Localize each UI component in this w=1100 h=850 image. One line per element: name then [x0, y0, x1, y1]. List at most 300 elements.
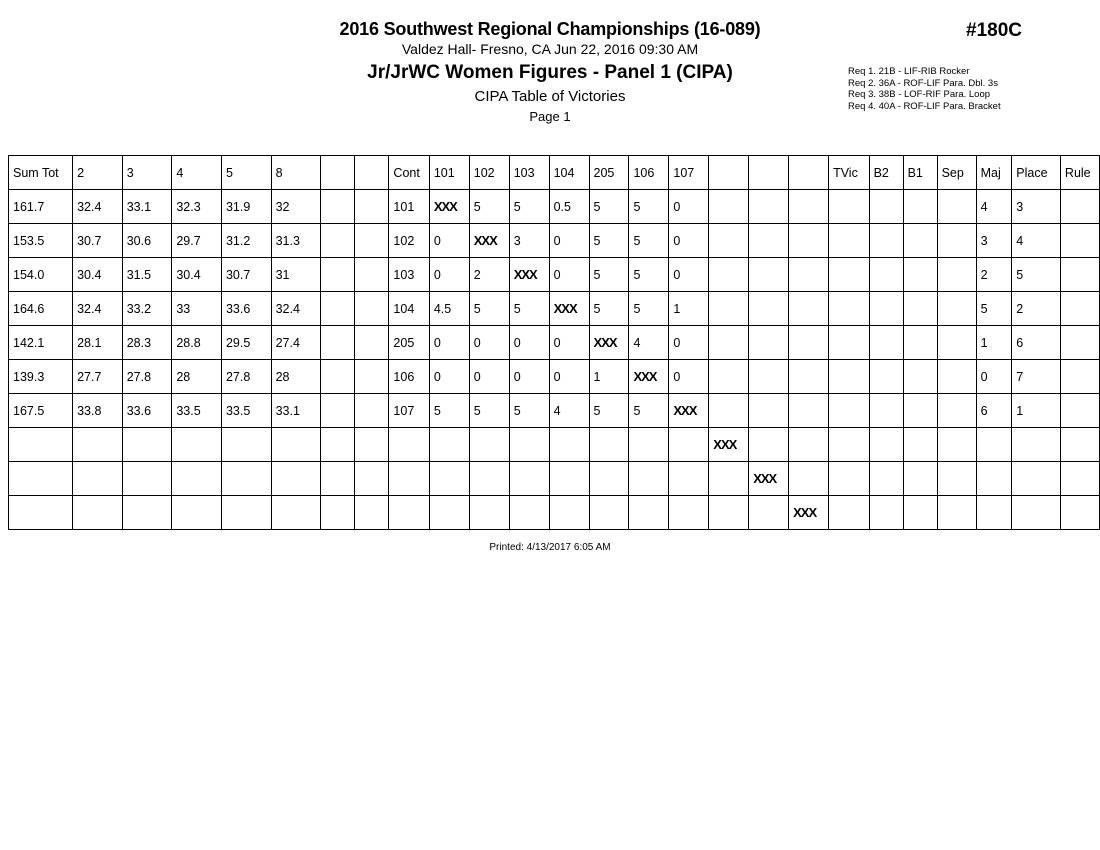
cell-spacer [355, 394, 389, 428]
printed-timestamp: Printed: 4/13/2017 6:05 AM [489, 542, 611, 553]
cell-rule [1060, 496, 1099, 530]
cell-contestant-number: 205 [389, 326, 429, 360]
cell-figure-score-3: 33 [172, 292, 222, 326]
cell-blank-3 [789, 462, 829, 496]
self-match-marker: XXX [553, 301, 577, 316]
cell-figure-score-4 [221, 428, 271, 462]
cell-place [1012, 462, 1061, 496]
cell-figure-score-3: 30.4 [172, 258, 222, 292]
table-of-victories [8, 155, 1100, 530]
cell-majority [976, 462, 1012, 496]
table-row [9, 496, 1100, 530]
cell-b1 [903, 360, 937, 394]
cell-spacer [321, 496, 355, 530]
cell-victory-score-2: 0 [469, 326, 509, 360]
cell-victory-score-5: 5 [589, 394, 629, 428]
cell-b2 [869, 360, 903, 394]
cell-figure-score-2: 31.5 [122, 258, 172, 292]
cell-blank-2 [749, 326, 789, 360]
table-body [9, 190, 1100, 530]
cell-blank-2 [749, 394, 789, 428]
cell-figure-score-5: 27.4 [271, 326, 321, 360]
cell-figure-score-2 [122, 496, 172, 530]
cell-figure-score-5: 31.3 [271, 224, 321, 258]
cell-b2 [869, 258, 903, 292]
cell-majority [976, 496, 1012, 530]
cell-blank-1 [709, 326, 749, 360]
cell-blank-3 [789, 496, 829, 530]
cell-sep [937, 394, 976, 428]
column-header-figure-3: 3 [122, 156, 172, 190]
cell-spacer [355, 258, 389, 292]
cell-contestant-number [389, 496, 429, 530]
self-match-marker: XXX [593, 335, 617, 350]
cell-blank-3 [789, 360, 829, 394]
cell-sep [937, 496, 976, 530]
cell-spacer [355, 462, 389, 496]
cell-rule [1060, 394, 1099, 428]
cell-sum-total: 167.5 [9, 394, 73, 428]
cell-blank-1 [709, 428, 749, 462]
cell-victory-score-3: 5 [509, 190, 549, 224]
cell-victory-score-2 [469, 462, 509, 496]
cell-blank-1 [709, 258, 749, 292]
cell-victory-score-6 [629, 496, 669, 530]
cell-tvic [829, 360, 870, 394]
column-header-spacer [355, 156, 389, 190]
cell-sep [937, 292, 976, 326]
cell-figure-score-5 [271, 428, 321, 462]
cell-victory-score-1: 0 [429, 360, 469, 394]
cell-tvic [829, 496, 870, 530]
table-header-row [9, 156, 1100, 190]
cell-sep [937, 224, 976, 258]
column-header-figure-8: 8 [271, 156, 321, 190]
column-header-figure-4: 4 [172, 156, 222, 190]
cell-victory-score-6: 5 [629, 258, 669, 292]
cell-victory-score-6: 5 [629, 190, 669, 224]
cell-victory-score-4 [549, 496, 589, 530]
cell-figure-score-1 [73, 428, 123, 462]
cell-spacer [321, 394, 355, 428]
cell-spacer [321, 360, 355, 394]
cell-figure-score-3 [172, 428, 222, 462]
cell-tvic [829, 224, 870, 258]
cell-victory-score-4: 0 [549, 258, 589, 292]
cell-spacer [321, 224, 355, 258]
cell-contestant-number: 101 [389, 190, 429, 224]
cell-tvic [829, 326, 870, 360]
cell-blank-1 [709, 462, 749, 496]
cell-place: 7 [1012, 360, 1061, 394]
cell-figure-score-4: 29.5 [221, 326, 271, 360]
cell-sum-total [9, 496, 73, 530]
cell-figure-score-4: 27.8 [221, 360, 271, 394]
cell-blank-3 [789, 394, 829, 428]
column-header-maj: Maj [976, 156, 1012, 190]
cell-victory-score-7: 0 [669, 258, 709, 292]
cell-victory-score-4 [549, 292, 589, 326]
cell-b1 [903, 326, 937, 360]
cell-victory-score-6: 5 [629, 394, 669, 428]
cell-blank-1 [709, 190, 749, 224]
cell-victory-score-1 [429, 496, 469, 530]
column-header-b1: B1 [903, 156, 937, 190]
cell-place [1012, 496, 1061, 530]
cell-figure-score-5: 32 [271, 190, 321, 224]
cell-sum-total: 142.1 [9, 326, 73, 360]
cell-place: 2 [1012, 292, 1061, 326]
column-header-figure-5: 5 [221, 156, 271, 190]
cell-blank-3 [789, 190, 829, 224]
cell-blank-1 [709, 496, 749, 530]
cell-figure-score-2: 33.6 [122, 394, 172, 428]
column-header-rule: Rule [1060, 156, 1099, 190]
cell-figure-score-2: 33.1 [122, 190, 172, 224]
cell-figure-score-3: 28.8 [172, 326, 222, 360]
cell-spacer [321, 258, 355, 292]
cell-victory-score-6 [629, 462, 669, 496]
cell-b2 [869, 326, 903, 360]
cell-victory-score-2 [469, 496, 509, 530]
cell-b2 [869, 428, 903, 462]
cell-place: 4 [1012, 224, 1061, 258]
cell-contestant-number [389, 462, 429, 496]
cell-spacer [321, 428, 355, 462]
cell-figure-score-5 [271, 462, 321, 496]
cell-victory-score-2 [469, 428, 509, 462]
cell-spacer [355, 496, 389, 530]
cell-blank-2 [749, 292, 789, 326]
cell-rule [1060, 224, 1099, 258]
requirement-item: Req 3. 38B - LOF-RIF Para. Loop [848, 89, 991, 100]
column-header-opponent-104: 104 [549, 156, 589, 190]
cell-rule [1060, 292, 1099, 326]
cell-victory-score-4: 0.5 [549, 190, 589, 224]
cell-tvic [829, 292, 870, 326]
cell-figure-score-1: 33.8 [73, 394, 123, 428]
self-match-marker: XXX [673, 403, 697, 418]
cell-sep [937, 190, 976, 224]
cell-victory-score-7: 1 [669, 292, 709, 326]
column-header-cont: Cont [389, 156, 429, 190]
cell-figure-score-1 [73, 496, 123, 530]
column-header-spacer [321, 156, 355, 190]
cell-figure-score-1: 32.4 [73, 292, 123, 326]
cell-blank-3 [789, 428, 829, 462]
cell-victory-score-2: 2 [469, 258, 509, 292]
cell-victory-score-4 [549, 428, 589, 462]
cell-blank-3 [789, 292, 829, 326]
panel-code: #180C [966, 20, 1022, 41]
cell-victory-score-5: 5 [589, 224, 629, 258]
table-row [9, 190, 1100, 224]
cell-sep [937, 428, 976, 462]
cell-spacer [355, 428, 389, 462]
cell-place: 6 [1012, 326, 1061, 360]
requirement-item: Req 1. 21B - LIF-RIB Rocker [848, 66, 970, 77]
column-header-sum-tot: Sum Tot [9, 156, 73, 190]
requirement-item: Req 2. 36A - ROF-LIF Para. Dbl. 3s [848, 77, 998, 89]
cell-figure-score-2 [122, 428, 172, 462]
cell-figure-score-3: 28 [172, 360, 222, 394]
cell-sep [937, 462, 976, 496]
self-match-marker: XXX [793, 505, 817, 520]
cell-rule [1060, 190, 1099, 224]
cell-figure-score-1: 30.7 [73, 224, 123, 258]
cell-blank-3 [789, 224, 829, 258]
cell-figure-score-4: 30.7 [221, 258, 271, 292]
cell-victory-score-7: 0 [669, 224, 709, 258]
cell-figure-score-3: 32.3 [172, 190, 222, 224]
cell-victory-score-7 [669, 462, 709, 496]
cell-victory-score-3 [509, 428, 549, 462]
cell-majority: 6 [976, 394, 1012, 428]
cell-b1 [903, 496, 937, 530]
cell-contestant-number: 106 [389, 360, 429, 394]
table-row [9, 224, 1100, 258]
self-match-marker: XXX [633, 369, 657, 384]
cell-victory-score-3 [509, 496, 549, 530]
cell-sum-total [9, 462, 73, 496]
cell-majority [976, 428, 1012, 462]
cell-rule [1060, 258, 1099, 292]
cell-blank-2 [749, 428, 789, 462]
cell-majority: 0 [976, 360, 1012, 394]
table-row [9, 462, 1100, 496]
cell-majority: 1 [976, 326, 1012, 360]
table-row [9, 292, 1100, 326]
cell-figure-score-4: 31.2 [221, 224, 271, 258]
cell-sum-total: 154.0 [9, 258, 73, 292]
cell-contestant-number: 107 [389, 394, 429, 428]
cell-b2 [869, 190, 903, 224]
cell-figure-score-3 [172, 496, 222, 530]
cell-contestant-number: 102 [389, 224, 429, 258]
cell-victory-score-1: 0 [429, 258, 469, 292]
cell-blank-1 [709, 394, 749, 428]
cell-victory-score-2: 0 [469, 360, 509, 394]
cell-figure-score-1: 27.7 [73, 360, 123, 394]
requirements-list [848, 66, 1001, 112]
venue-datetime: Valdez Hall- Fresno, CA Jun 22, 2016 09:30 AM [401, 41, 699, 57]
cell-victory-score-7 [669, 428, 709, 462]
cell-figure-score-2: 33.2 [122, 292, 172, 326]
cell-victory-score-6: 5 [629, 292, 669, 326]
cell-sep [937, 258, 976, 292]
cell-victory-score-6: 4 [629, 326, 669, 360]
cell-victory-score-2 [469, 224, 509, 258]
cell-tvic [829, 258, 870, 292]
cell-victory-score-2: 5 [469, 394, 509, 428]
cell-victory-score-4: 0 [549, 360, 589, 394]
cell-victory-score-4 [549, 462, 589, 496]
cell-victory-score-1: 4.5 [429, 292, 469, 326]
cell-victory-score-7 [669, 394, 709, 428]
cell-contestant-number: 103 [389, 258, 429, 292]
cell-place: 1 [1012, 394, 1061, 428]
cell-victory-score-4: 0 [549, 326, 589, 360]
cell-spacer [321, 462, 355, 496]
table-row [9, 258, 1100, 292]
cell-figure-score-4: 33.6 [221, 292, 271, 326]
cell-sum-total: 139.3 [9, 360, 73, 394]
cell-victory-score-3 [509, 462, 549, 496]
self-match-marker: XXX [473, 233, 497, 248]
cell-figure-score-1: 32.4 [73, 190, 123, 224]
cell-blank-2 [749, 462, 789, 496]
cell-figure-score-4 [221, 496, 271, 530]
cell-victory-score-3: 3 [509, 224, 549, 258]
cell-blank-3 [789, 326, 829, 360]
cell-victory-score-5: 1 [589, 360, 629, 394]
cell-sep [937, 360, 976, 394]
cell-blank-2 [749, 190, 789, 224]
cell-victory-score-1: 5 [429, 394, 469, 428]
cell-spacer [355, 360, 389, 394]
cell-victory-score-6 [629, 428, 669, 462]
cell-figure-score-3: 33.5 [172, 394, 222, 428]
cell-victory-score-5 [589, 462, 629, 496]
column-header-figure-2: 2 [73, 156, 123, 190]
cell-blank-1 [709, 292, 749, 326]
page-label: Page 1 [529, 109, 571, 124]
cell-victory-score-5 [589, 428, 629, 462]
cell-victory-score-1 [429, 428, 469, 462]
cell-rule [1060, 462, 1099, 496]
column-header-blank [709, 156, 749, 190]
cell-figure-score-3 [172, 462, 222, 496]
cell-victory-score-3: 0 [509, 326, 549, 360]
cell-b2 [869, 292, 903, 326]
cell-figure-score-5: 33.1 [271, 394, 321, 428]
cell-figure-score-5: 32.4 [271, 292, 321, 326]
cell-place [1012, 428, 1061, 462]
column-header-place: Place [1012, 156, 1061, 190]
cell-figure-score-4: 31.9 [221, 190, 271, 224]
cell-figure-score-5 [271, 496, 321, 530]
cell-blank-2 [749, 258, 789, 292]
cell-victory-score-3: 0 [509, 360, 549, 394]
cell-b1 [903, 462, 937, 496]
column-header-blank [749, 156, 789, 190]
cell-figure-score-1: 30.4 [73, 258, 123, 292]
table-row [9, 360, 1100, 394]
cell-figure-score-2 [122, 462, 172, 496]
cell-victory-score-2: 5 [469, 292, 509, 326]
cell-b1 [903, 292, 937, 326]
cell-victory-score-2: 5 [469, 190, 509, 224]
cell-tvic [829, 428, 870, 462]
column-header-opponent-102: 102 [469, 156, 509, 190]
cell-blank-3 [789, 258, 829, 292]
column-header-blank [789, 156, 829, 190]
cell-figure-score-4 [221, 462, 271, 496]
cell-place: 5 [1012, 258, 1061, 292]
column-header-opponent-107: 107 [669, 156, 709, 190]
cell-place: 3 [1012, 190, 1061, 224]
table-row [9, 394, 1100, 428]
competition-title: 2016 Southwest Regional Championships (16-089) [339, 19, 761, 39]
cell-contestant-number: 104 [389, 292, 429, 326]
column-header-opponent-101: 101 [429, 156, 469, 190]
cell-majority: 4 [976, 190, 1012, 224]
event-title: Jr/JrWC Women Figures - Panel 1 (CIPA) [367, 62, 733, 83]
cell-victory-score-1: 0 [429, 224, 469, 258]
column-header-opponent-103: 103 [509, 156, 549, 190]
self-match-marker: XXX [513, 267, 537, 282]
cell-victory-score-1 [429, 190, 469, 224]
cell-b1 [903, 190, 937, 224]
cell-victory-score-7: 0 [669, 360, 709, 394]
cell-victory-score-3: 5 [509, 394, 549, 428]
cell-spacer [355, 292, 389, 326]
cell-figure-score-3: 29.7 [172, 224, 222, 258]
cell-figure-score-2: 30.6 [122, 224, 172, 258]
cell-blank-2 [749, 360, 789, 394]
cell-spacer [321, 292, 355, 326]
column-header-opponent-106: 106 [629, 156, 669, 190]
cell-sep [937, 326, 976, 360]
cell-victory-score-6 [629, 360, 669, 394]
cell-b2 [869, 224, 903, 258]
column-header-sep: Sep [937, 156, 976, 190]
cell-spacer [321, 190, 355, 224]
cell-victory-score-5 [589, 326, 629, 360]
cell-tvic [829, 394, 870, 428]
cell-victory-score-7: 0 [669, 326, 709, 360]
cell-b1 [903, 224, 937, 258]
cell-victory-score-7 [669, 496, 709, 530]
cell-blank-1 [709, 224, 749, 258]
cell-b2 [869, 462, 903, 496]
cell-victory-score-1 [429, 462, 469, 496]
cell-b1 [903, 428, 937, 462]
cell-majority: 3 [976, 224, 1012, 258]
cell-spacer [355, 224, 389, 258]
self-match-marker: XXX [713, 437, 737, 452]
cell-sum-total [9, 428, 73, 462]
column-header-opponent-205: 205 [589, 156, 629, 190]
cell-b2 [869, 394, 903, 428]
report-subtitle: CIPA Table of Victories [474, 88, 626, 105]
cell-victory-score-7: 0 [669, 190, 709, 224]
requirement-item: Req 4. 40A - ROF-LIF Para. Bracket [848, 100, 1001, 112]
cell-b2 [869, 496, 903, 530]
cell-victory-score-3: 5 [509, 292, 549, 326]
cell-victory-score-4: 0 [549, 224, 589, 258]
cell-rule [1060, 360, 1099, 394]
cell-b1 [903, 258, 937, 292]
cell-sum-total: 153.5 [9, 224, 73, 258]
column-header-tvic: TVic [829, 156, 870, 190]
cell-blank-2 [749, 224, 789, 258]
cell-spacer [355, 326, 389, 360]
self-match-marker: XXX [433, 199, 457, 214]
cell-victory-score-5 [589, 496, 629, 530]
cell-figure-score-1 [73, 462, 123, 496]
cell-sum-total: 161.7 [9, 190, 73, 224]
cell-blank-2 [749, 496, 789, 530]
cell-figure-score-4: 33.5 [221, 394, 271, 428]
cell-victory-score-6: 5 [629, 224, 669, 258]
cell-victory-score-1: 0 [429, 326, 469, 360]
cell-rule [1060, 428, 1099, 462]
cell-contestant-number [389, 428, 429, 462]
column-header-b2: B2 [869, 156, 903, 190]
cell-rule [1060, 326, 1099, 360]
cell-spacer [355, 190, 389, 224]
